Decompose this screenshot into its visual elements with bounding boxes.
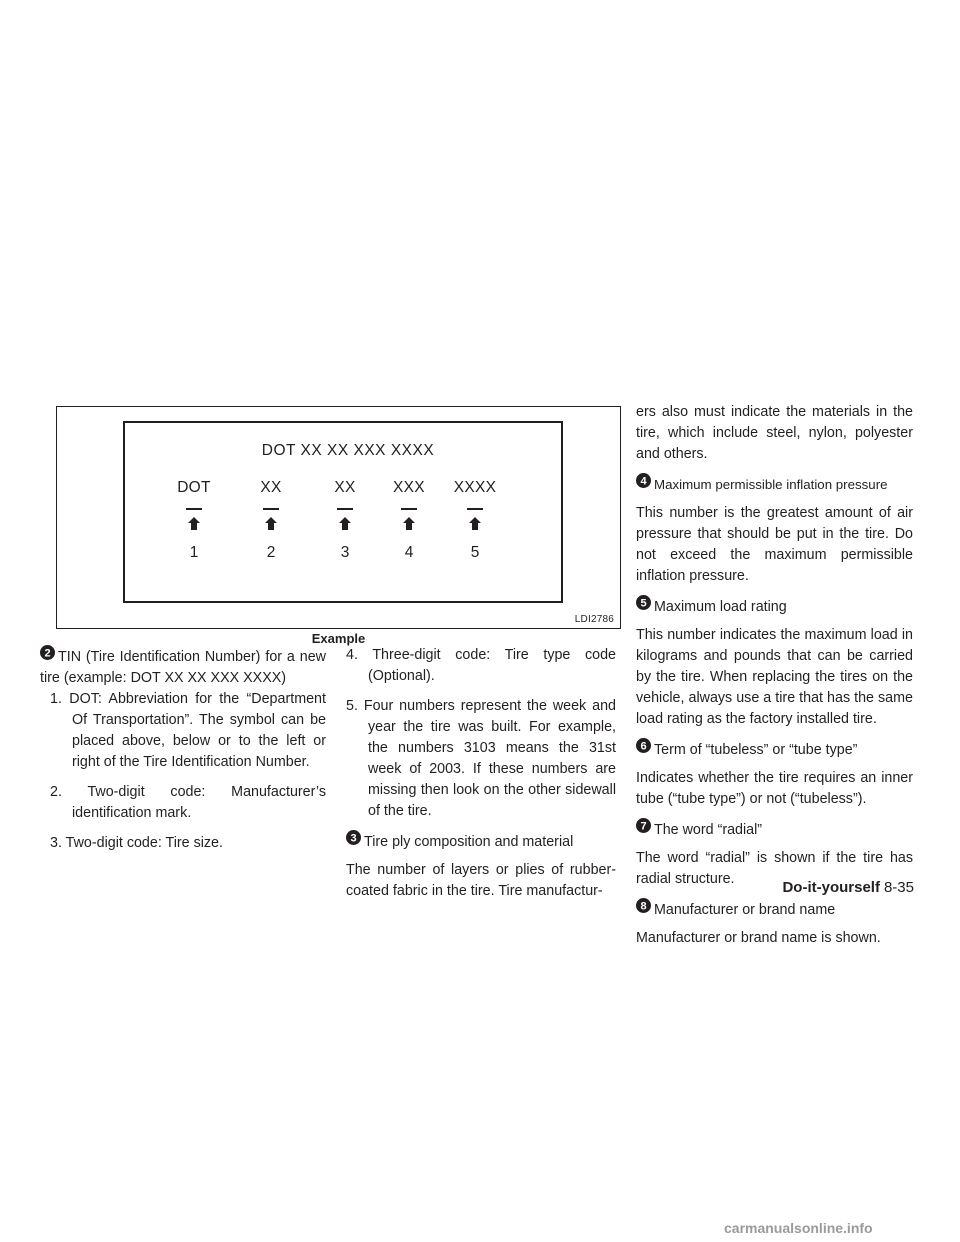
up-arrow-icon <box>403 517 415 530</box>
figure-number: 1 <box>189 544 199 561</box>
figure-dash <box>186 508 202 510</box>
figure-number: 4 <box>404 544 414 561</box>
svg-text:2: 2 <box>44 647 51 660</box>
list-item: 5. Four numbers represent the week and year the tire was built. For example, the numbers 3103 means the 31st week of 2003. If these numbers are missing then look on the other sidewall of the tire. <box>346 698 616 819</box>
circled-number-2-icon <box>40 645 55 660</box>
svg-text:3: 3 <box>350 832 357 845</box>
circled-number-6-icon <box>636 738 651 753</box>
section-3-body-part2: ers also must indicate the materials in the tire, which include steel, nylon, polyester and others. <box>636 404 913 462</box>
section-7-heading: 7 The word “radial” <box>636 818 913 841</box>
circled-number-3-icon <box>346 830 361 845</box>
list-item: 2. Two-digit code: Manufacturer’s identification mark. <box>50 784 326 821</box>
figure-column-5 <box>440 479 510 562</box>
section-4-heading: 4 Maximum permissible inflation pressure <box>636 473 913 496</box>
figure-dash <box>401 508 417 510</box>
circled-number-8-icon <box>636 898 651 913</box>
figure-id: LDI2786 <box>574 614 614 625</box>
figure-code-line: DOT XX XX XXX XXXX <box>261 442 435 459</box>
up-arrow-icon <box>469 517 481 530</box>
svg-text:8: 8 <box>640 900 647 913</box>
up-arrow-icon <box>188 517 200 530</box>
figure-code: XX <box>260 479 282 496</box>
tire-code-figure <box>56 406 621 629</box>
page-footer <box>782 879 914 896</box>
text-column-1 <box>40 645 326 854</box>
page-number: 8-35 <box>883 879 914 896</box>
text-column-2 <box>346 645 616 902</box>
up-arrow-icon <box>339 517 351 530</box>
section-5-body: This number indicates the maximum load in kilograms and pounds that can be carried by the tire. When replacing the tires on the vehicle, always use a tire that has the same load rating as the factory installed tire. <box>636 627 913 727</box>
section-7-body: The word “radial” is shown if the tire has radial structure. <box>636 850 913 887</box>
svg-text:5: 5 <box>640 597 647 610</box>
section-2-heading: 2 TIN (Tire Identification Number) for a new tire (example: DOT XX XX XXX XXXX) <box>40 645 326 689</box>
figure-number: 5 <box>470 544 480 561</box>
circled-number-4-icon <box>636 473 651 488</box>
figure-code: XXX <box>393 479 425 496</box>
circled-number-5-icon <box>636 595 651 610</box>
list-item: 4. Three-digit code: Tire type code (Optional). <box>346 647 616 684</box>
section-3-body-part1: The number of layers or plies of rubber-coated fabric in the tire. Tire manufactur- <box>346 862 616 899</box>
list-item: 1. DOT: Abbreviation for the “Department Of Transportation”. The symbol can be placed above, below or to the left or right of the Tire Identification Number. <box>50 691 326 770</box>
text-column-3 <box>636 402 913 949</box>
figure-column-3 <box>310 479 380 562</box>
figure-column-2 <box>236 479 306 562</box>
svg-text:6: 6 <box>640 740 647 753</box>
section-4-body: This number is the greatest amount of air pressure that should be put in the tire. Do not exceed the maximum permissible inflation pressure. <box>636 505 913 584</box>
section-8-body: Manufacturer or brand name is shown. <box>636 930 881 946</box>
figure-dash <box>263 508 279 510</box>
section-8-heading: 8 Manufacturer or brand name <box>636 898 913 921</box>
figure-number: 2 <box>266 544 276 561</box>
list-item: 3. Two-digit code: Tire size. <box>50 835 223 851</box>
svg-text:7: 7 <box>640 820 647 833</box>
tire-code-diagram <box>123 421 563 603</box>
section-5-heading: 5 Maximum load rating <box>636 595 913 618</box>
up-arrow-icon <box>265 517 277 530</box>
figure-code: DOT <box>177 479 211 496</box>
section-6-heading: 6 Term of “tubeless” or “tube type” <box>636 738 913 761</box>
figure-code: XXXX <box>453 479 497 496</box>
figure-dash <box>467 508 483 510</box>
watermark: carmanualsonline.info <box>724 1220 873 1236</box>
svg-text:4: 4 <box>640 475 647 488</box>
figure-dash <box>337 508 353 510</box>
section-3-heading: 3 Tire ply composition and material <box>346 830 616 853</box>
figure-column-1 <box>159 479 229 562</box>
figure-caption: Example <box>311 631 366 646</box>
circled-number-7-icon <box>636 818 651 833</box>
figure-code: XX <box>334 479 356 496</box>
figure-column-4 <box>374 479 444 562</box>
section-6-body: Indicates whether the tire requires an inner tube (“tube type”) or not (“tubeless”). <box>636 770 913 807</box>
figure-number: 3 <box>340 544 350 561</box>
footer-section-name: Do-it-yourself <box>782 879 880 896</box>
